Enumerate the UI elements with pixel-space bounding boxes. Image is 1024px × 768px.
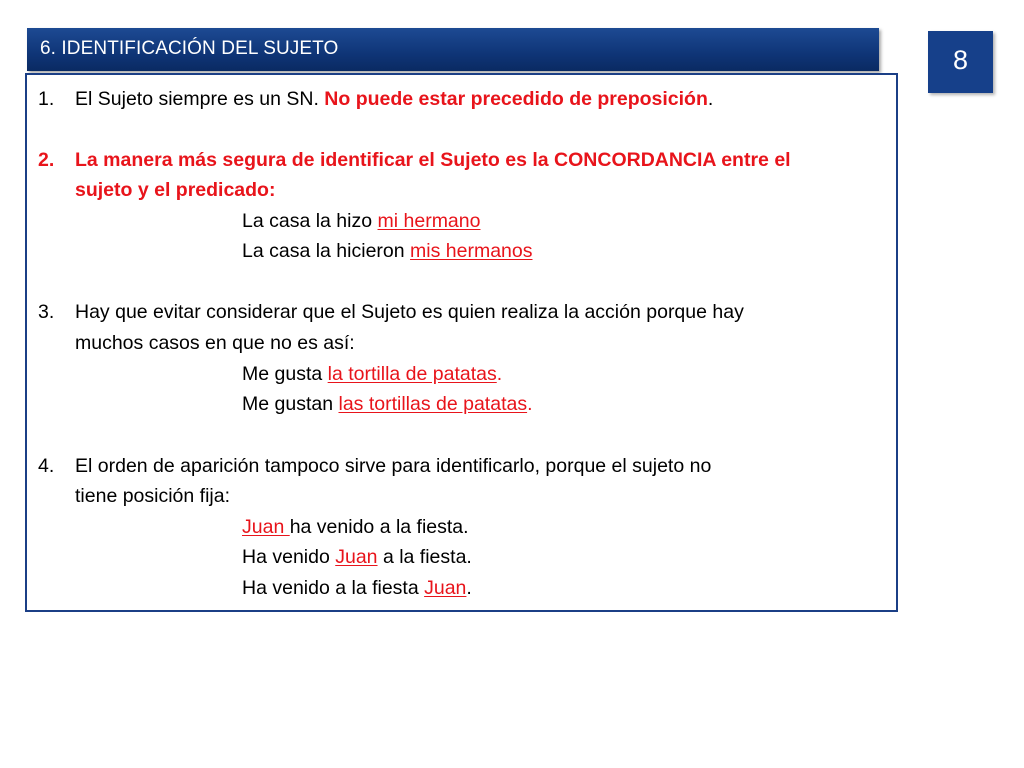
example-text: .: [496, 363, 503, 385]
page-number: 8: [952, 45, 969, 75]
point-1-plain: El Sujeto siempre es un SN.: [75, 88, 325, 110]
example-subject: la tortilla de patatas: [327, 363, 497, 385]
example-subject: Juan: [335, 546, 378, 568]
example-subject: Juan: [242, 516, 290, 538]
point-4-number: 4.: [38, 455, 55, 477]
point-1-number: 1.: [38, 88, 55, 110]
point-3-example-2: [242, 395, 533, 415]
point-4-example-3: [242, 579, 472, 599]
point-2-example-2: [242, 242, 533, 262]
point-2-example-1: [242, 212, 480, 232]
example-subject: mis hermanos: [410, 240, 533, 262]
example-subject: las tortillas de patatas: [338, 393, 528, 415]
example-text: Ha venido: [242, 546, 336, 568]
example-text: Ha venido a la fiesta: [242, 577, 425, 599]
example-text: .: [466, 577, 472, 599]
content-box: [25, 73, 898, 612]
example-text: La casa la hizo: [242, 210, 378, 232]
point-1-text: [75, 90, 713, 110]
point-1-end: .: [707, 88, 714, 110]
point-3-number: 3.: [38, 301, 55, 323]
example-subject: Juan: [424, 577, 467, 599]
slide-title: 6. IDENTIFICACIÓN DEL SUJETO: [40, 38, 339, 59]
point-4-line-1: El orden de aparición tampoco sirve para identificarlo, porque el sujeto no: [75, 455, 712, 477]
point-4-example-2: [242, 548, 472, 568]
page-number-box: [928, 31, 993, 93]
title-bar: [27, 28, 879, 71]
point-2-line-1: La manera más segura de identificar el Sujeto es la CONCORDANCIA entre el: [75, 149, 791, 171]
point-3-line-1: Hay que evitar considerar que el Sujeto es quien realiza la acción porque hay: [75, 301, 744, 323]
point-2-line-2: sujeto y el predicado:: [75, 179, 276, 201]
point-1-red: No puede estar precedido de preposición: [324, 88, 708, 110]
example-text: .: [527, 393, 533, 415]
point-4-line-2: tiene posición fija:: [75, 485, 231, 507]
point-2-number: 2.: [38, 149, 55, 171]
point-3-example-1: [242, 365, 502, 385]
example-subject: mi hermano: [377, 210, 481, 232]
example-text: ha venido a la fiesta.: [289, 516, 469, 538]
point-3-line-2: muchos casos en que no es así:: [75, 332, 355, 354]
example-text: Me gustan: [242, 393, 339, 415]
example-text: Me gusta: [242, 363, 328, 385]
example-text: a la fiesta.: [377, 546, 472, 568]
point-4-example-1: [242, 518, 469, 538]
example-text: La casa la hicieron: [242, 240, 411, 262]
